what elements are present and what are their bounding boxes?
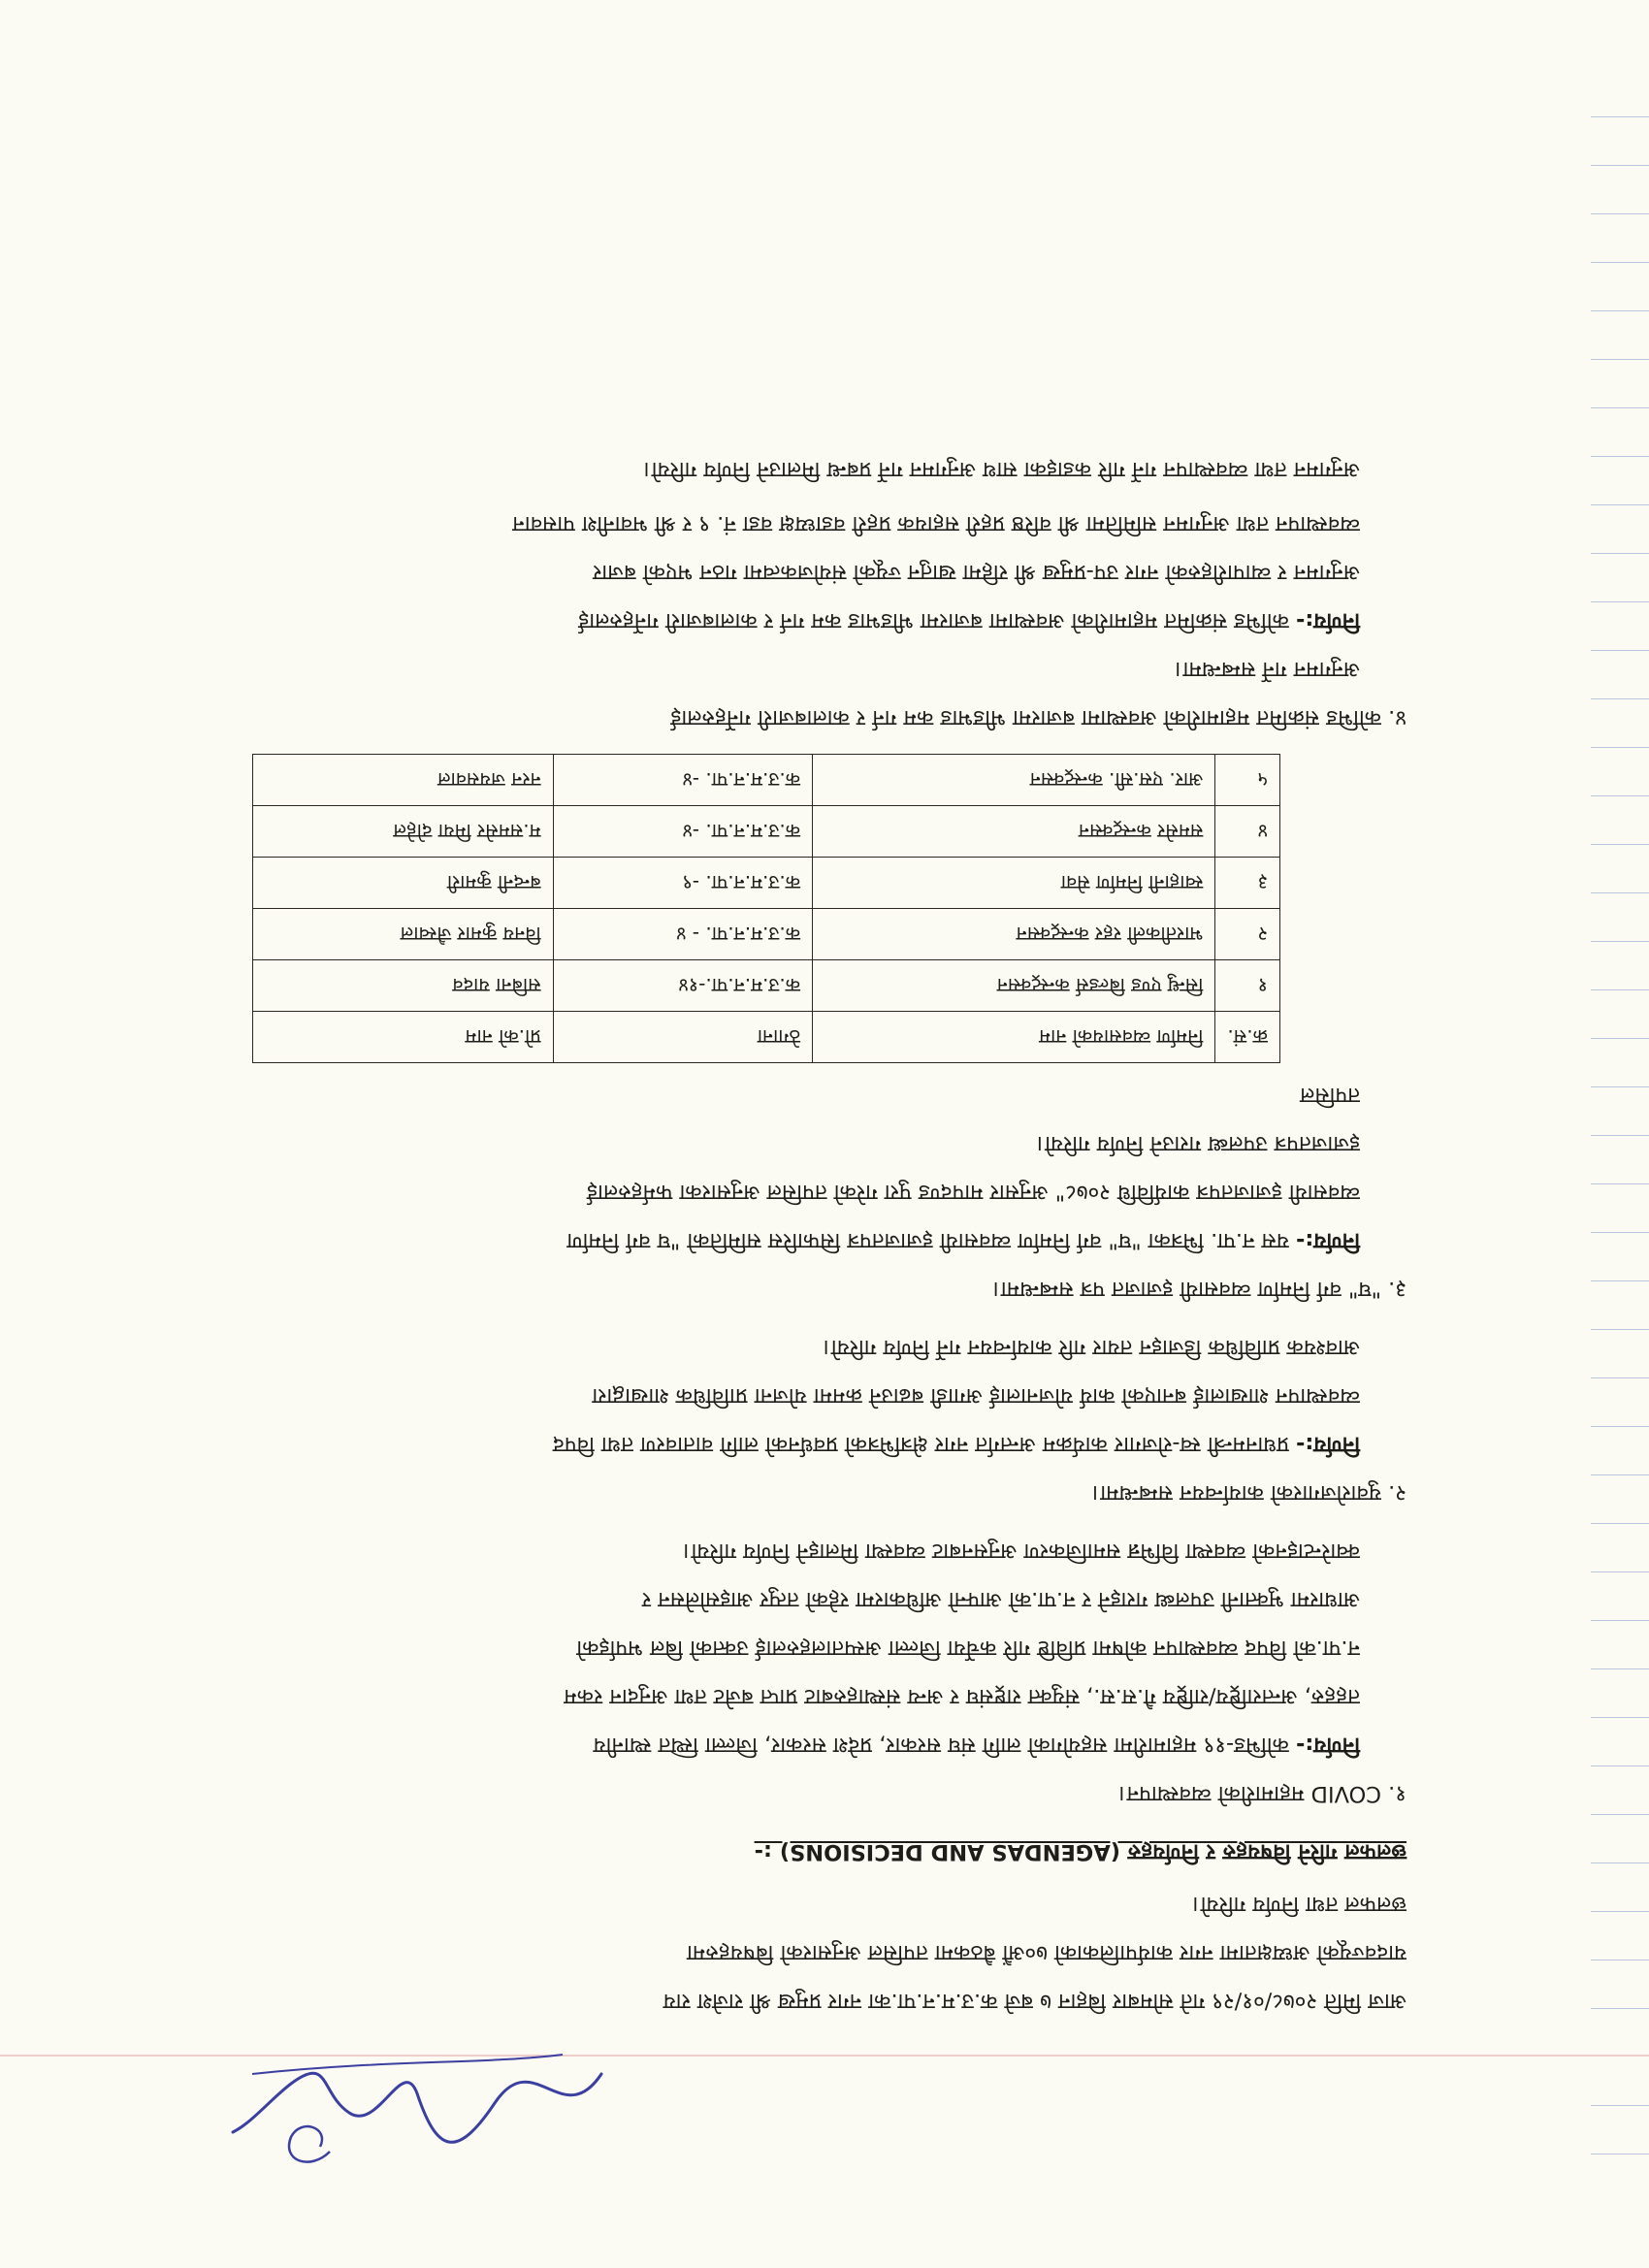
decision-text: यस न.पा. भित्रका "घ" वर्ग निर्माण व्यवसायी इजाजतपत्र सिफारिस समितिको "घ वर्ग निर्माण <box>566 1228 1289 1253</box>
decision-label: निर्णय:- <box>1296 1228 1360 1253</box>
table-cell: म.समसेर मिया दोहेल <box>253 806 554 858</box>
table-cell: स्वाहानी निर्माण सेवा <box>813 858 1215 909</box>
decision-line: व्यवस्थापन शाखालाई बनाएको कार्य योजनालाई अगाडी बढाउने क्रममा योजना प्राविधिक शाखाद्वारा <box>592 1383 1360 1409</box>
column-header: निर्माण व्यवसायको नाम <box>813 1012 1215 1063</box>
decision-line <box>175 1420 1406 1469</box>
table-cell: सिन्धु एण्ड बिल्डर्स कन्स्ट्रक्सन <box>813 960 1215 1012</box>
table-cell: क.उ.म.न.पा. - ४ <box>553 909 813 960</box>
intro-line: यादवज्यूको अध्यक्षतामा नगर कार्यपालिकाको ७०औं बैठकमा तपसिल अनुसारको बिषयहरुमा <box>687 1940 1406 1965</box>
item-number: १. <box>1388 1781 1406 1806</box>
table-cell: भारतीकली रहर कन्स्ट्रक्सन <box>813 909 1215 960</box>
contractor-table <box>252 754 1280 1063</box>
decision-line <box>175 1721 1406 1769</box>
decision-line <box>175 1216 1406 1265</box>
table-cell: नरन जयसवाल <box>253 755 554 806</box>
minutes-content <box>175 445 1406 2025</box>
item-title-text: "घ" वर्ग निर्माण व्यवसायी इजाजत पत्र सम्बन्धमा। <box>992 1277 1381 1302</box>
table-cell: क.उ.म.न.पा. -४ <box>553 755 813 806</box>
item-title-text: कोभिड संक्रमित महामारीको अवस्थामा बजारमा भीडभाड कम गर्न र कालाबजारी गर्नेहरुलाई <box>670 705 1381 730</box>
decision-line: न.पा.को विपद व्यवस्थापन कोषमा प्रविष्टि गरि कर्चेया जिल्ला अस्पतालहरुलाई उक्तको बिल भर्पाइको <box>576 1636 1360 1661</box>
agenda-item-title <box>175 1469 1406 1517</box>
table-header-row <box>253 1012 1280 1063</box>
table-cell: ४ <box>1215 806 1280 858</box>
agenda-item <box>175 754 1406 1313</box>
decision-line: व्यवस्थापन तथा अनुगमन समितिमा श्री वरिष्ठ प्रहरी सहायक प्रहरी वडाध्यक्ष वडा नं. ९ र श्री भवानीश पासवान <box>512 511 1360 536</box>
table-cell: बन्दनी कुमारी <box>253 858 554 909</box>
signature-area <box>213 2025 621 2190</box>
agenda-item-title <box>175 1769 1406 1818</box>
table-row <box>253 960 1280 1012</box>
table-cell: क.उ.म.न.पा. -४ <box>553 806 813 858</box>
decision-line <box>175 597 1406 645</box>
decision-line: व्यवसायी इजाजतपत्र कार्यविधि २०७८" अनुसार मापदण्ड पुरा गरेको तपसिल अनुसारका फर्महरुलाई <box>587 1180 1360 1205</box>
intro-line: छलफल तथा निर्णय गरियो। <box>1192 1892 1406 1917</box>
decision-line: तहहरु, अन्तराष्ट्रिय/राष्ट्रिय गै.स.स., संयुक्त राष्ट्रसंघ र अन्य संस्थाहरुबाट प्राप्त बजेट तथा अनुदान रकम <box>564 1684 1360 1709</box>
agenda-heading: छलफल गरिने विषयहरु र निर्णयहरु (AGENDAS AND DECISIONS) :- <box>754 1839 1406 1864</box>
table-cell: ३ <box>1215 858 1280 909</box>
table-cell: २ <box>1215 909 1280 960</box>
agenda-item <box>175 1323 1406 1517</box>
item-number: २. <box>1388 1480 1406 1506</box>
table-row <box>253 909 1280 960</box>
decision-text: प्रधानमन्त्री स्व-रोजगार कार्यक्रम अन्तर्गत नगर क्षेत्रभित्रको प्रवर्धनको लागि वातावरण तथा विपद <box>552 1432 1289 1457</box>
list-label: तपसिल <box>1300 1083 1360 1108</box>
agenda-item-title <box>175 1265 1406 1313</box>
column-header: प्रो.को नाम <box>253 1012 554 1063</box>
decision-label: निर्णय:- <box>1296 1733 1360 1758</box>
decision-line: आवश्यक प्राविधिक डिजाइन तयार गरि कार्यान्वयन गर्ने निर्णय गरियो। <box>823 1335 1360 1360</box>
signature-icon <box>213 2025 621 2190</box>
table-cell: समसेर कन्स्ट्रक्सन <box>813 806 1215 858</box>
intro-line: आज मिति २०७८/०१/२९ गते सोमबार बिहान ७ बजे क.उ.म.न.पा.का नगर प्रमुख श्री राजेश राय <box>663 1989 1406 2014</box>
decision-text: कोभिड-१९ महामारीमा सहयोगको लागि संघ सरकार, प्रदेश सरकार, जिल्ला स्थित स्थानीय <box>593 1733 1289 1758</box>
column-header: क्र.सं. <box>1215 1012 1280 1063</box>
agenda-item-title <box>175 694 1406 742</box>
decision-label: निर्णय:- <box>1296 1432 1360 1457</box>
table-row <box>253 755 1280 806</box>
table-cell: सबिना यादव <box>253 960 554 1012</box>
agenda-item-title-cont: अनुगमन गर्ने सम्बन्धमा। <box>1175 657 1360 682</box>
decision-line: इजाजतपत्र उपलब्ध गराउने निर्णय गरियो। <box>1036 1131 1360 1156</box>
agenda-item <box>175 1527 1406 1818</box>
column-header: ठेगाना <box>553 1012 813 1063</box>
table-row <box>253 806 1280 858</box>
decision-line: अनुगमन तथा व्यवस्थापन गर्ने गरि कडाइका साथ अनुगमन गर्ने प्रबन्ध मिलाउने निर्णय गरियो। <box>643 457 1360 482</box>
item-number: ४. <box>1388 705 1406 730</box>
decision-line: आधारमा भुक्तानी उपलब्ध गराइने र न.पा.को आफ्नो अधिकारमा रहेको तत्पुर आइसोलेसन र <box>641 1587 1360 1612</box>
decision-line: क्वारेन्टाइनको व्यवस्था विभिन्न समाजिकरण अनुसनबाट व्यवस्था मिलाइने निर्णय गरियो। <box>682 1539 1360 1564</box>
decision-label: निर्णय:- <box>1296 608 1360 633</box>
table-cell: ५ <box>1215 755 1280 806</box>
table-cell: १ <box>1215 960 1280 1012</box>
table-row <box>253 858 1280 909</box>
item-number: ३. <box>1388 1277 1406 1302</box>
decision-line: अनुगमन र व्यापारीहरुको नगर उप-प्रमुख श्री रहिमा खातुन ज्यूको संयोजकत्वमा गठन भएको बजार <box>593 560 1360 585</box>
agenda-item <box>175 445 1406 742</box>
table-cell: क.उ.म.न.पा.-१४ <box>553 960 813 1012</box>
table-cell: आर. एस.सी. कन्स्ट्रक्सन <box>813 755 1215 806</box>
table-cell: क.उ.म.न.पा. -९ <box>553 858 813 909</box>
item-title-text: COVID महामारीको व्यवस्थापन। <box>1118 1781 1381 1806</box>
table-cell: विनय कुमार जैस्वाल <box>253 909 554 960</box>
item-title-text: युवारोजगारको कार्यान्वयन सम्बन्धमा। <box>1091 1480 1381 1506</box>
decision-text: कोभिड संक्रमित महामारीको अवस्थामा बजारमा भीडभाड कम गर्न र कालाबजारी गर्नेहरुलाई <box>578 608 1289 633</box>
